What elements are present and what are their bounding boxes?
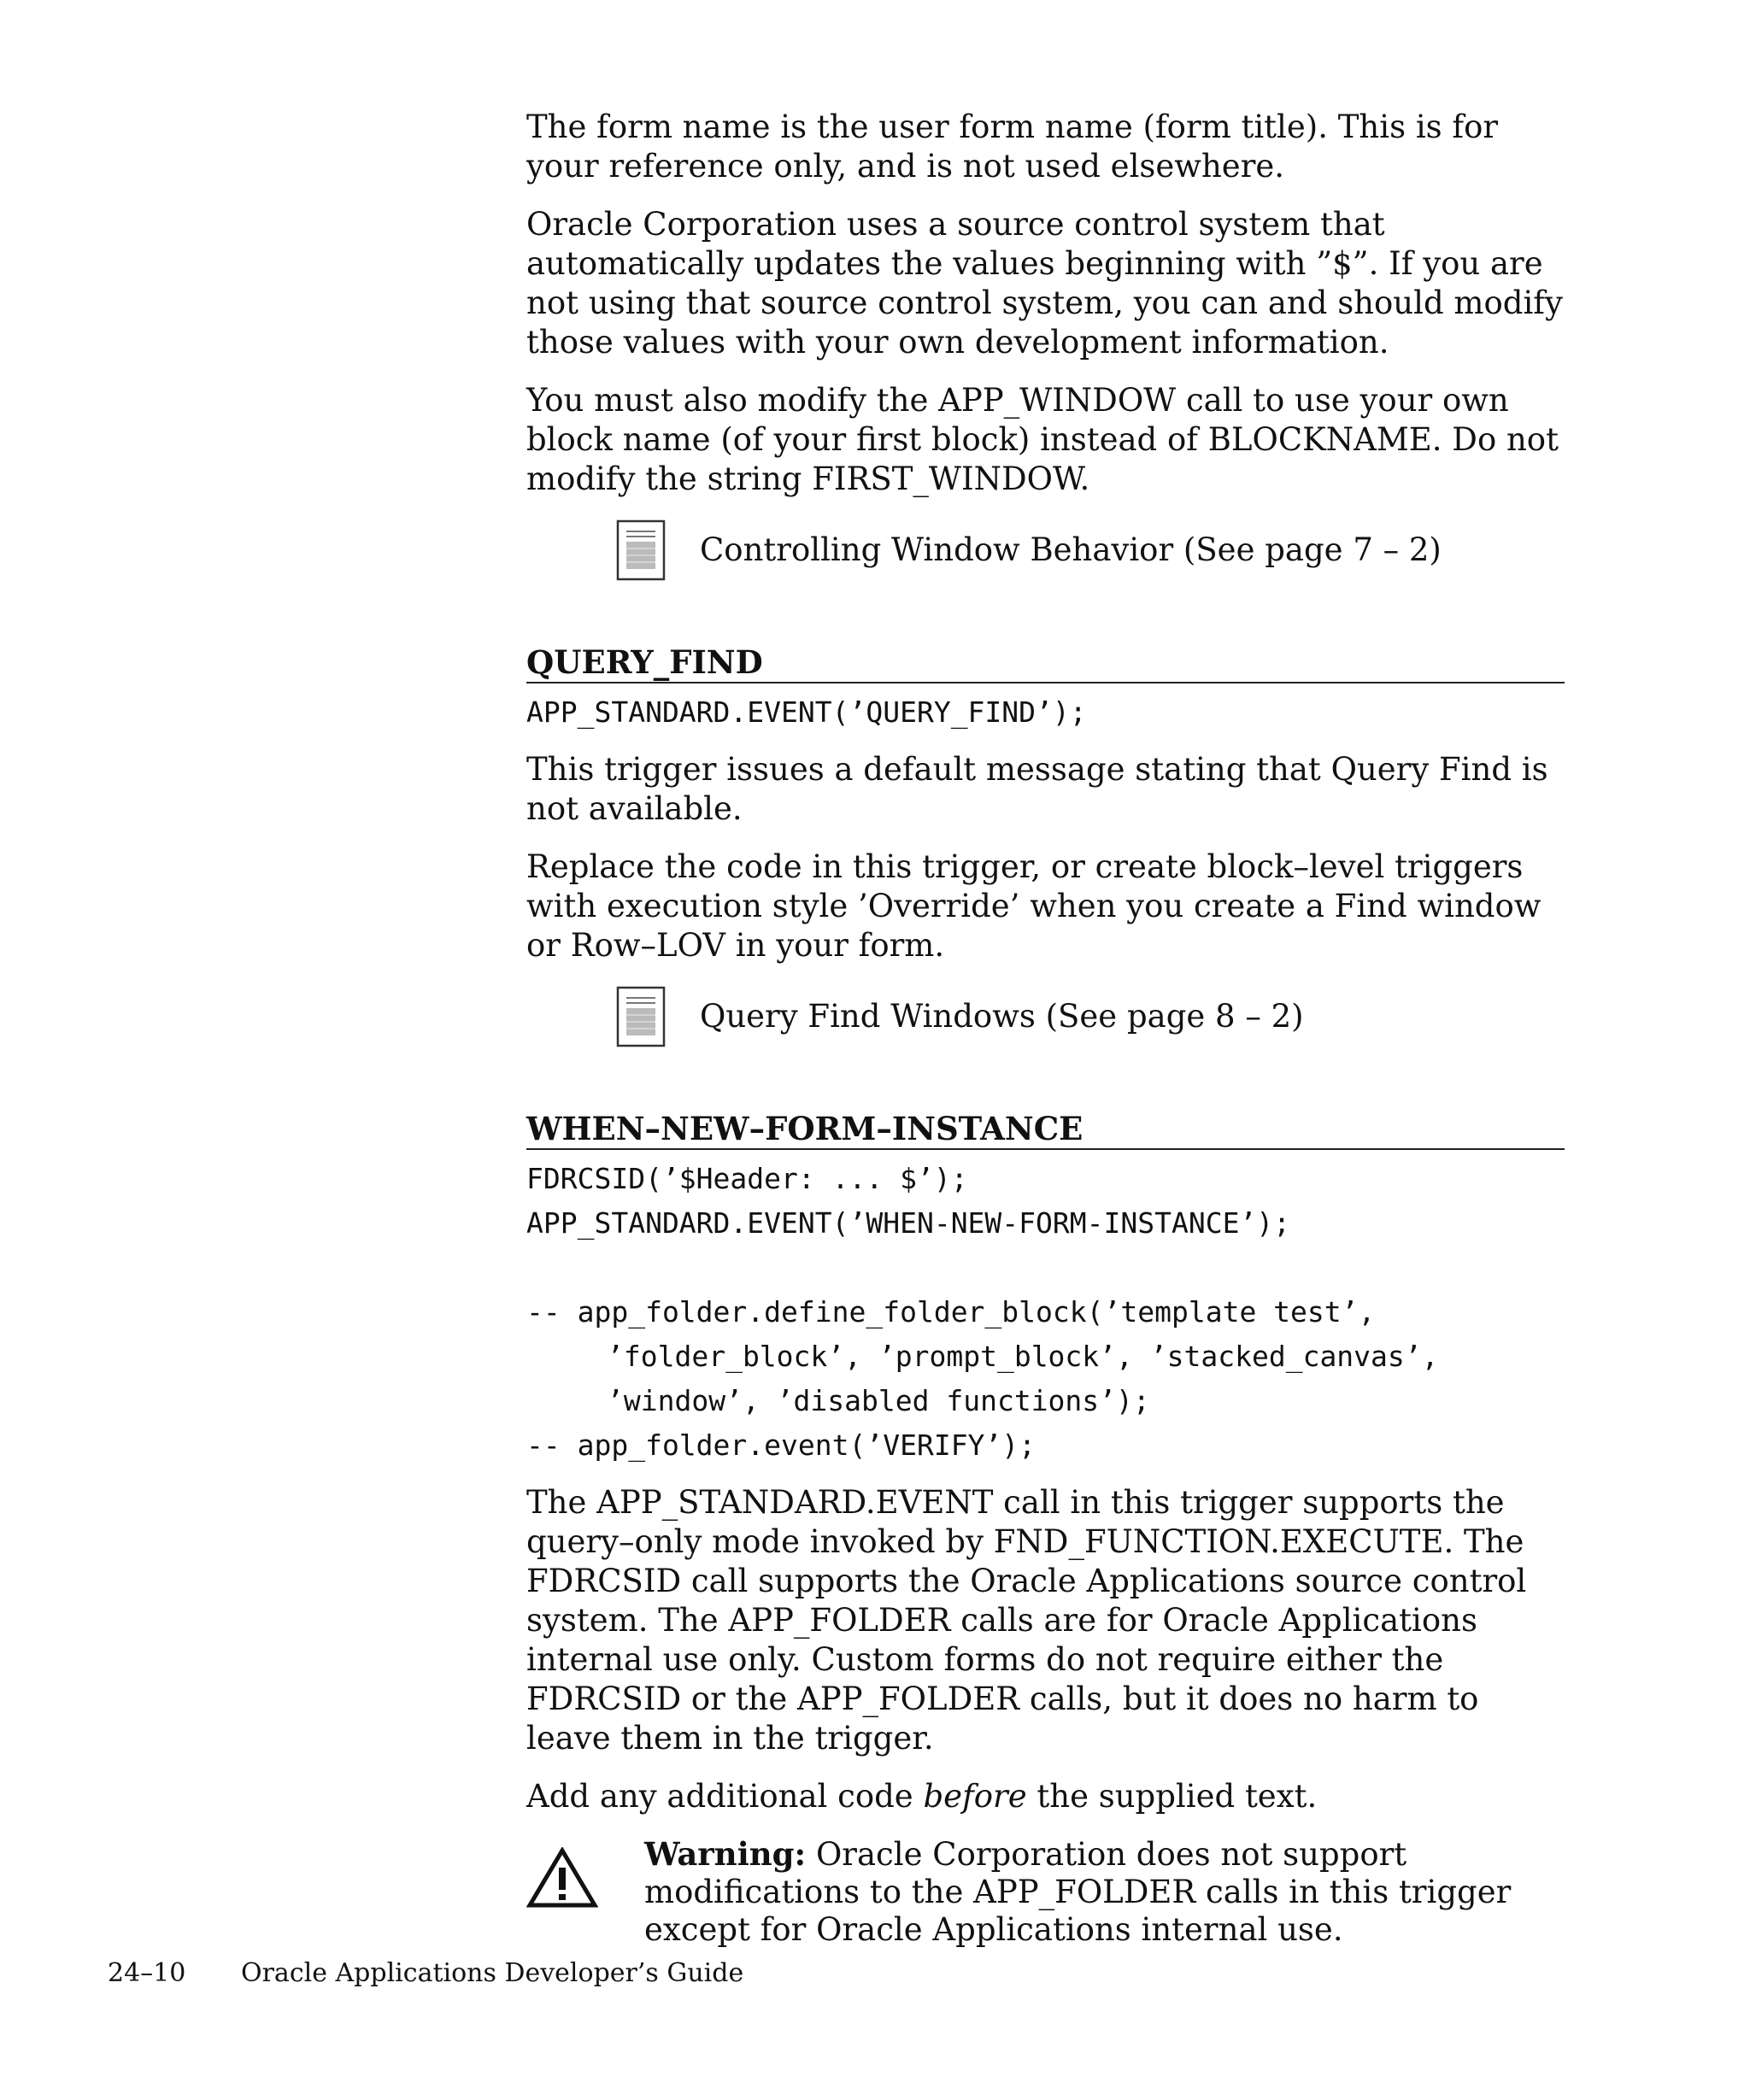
section-heading-query-find: QUERY_FIND <box>526 642 1565 683</box>
code-line-blank <box>526 1246 1565 1290</box>
paragraph-add-code <box>526 1777 1565 1816</box>
page-number: 24–10 <box>108 1958 186 1988</box>
code-line: ’window’, ’disabled functions’); <box>607 1384 1150 1417</box>
add-code-emphasis: before <box>923 1778 1027 1815</box>
document-icon <box>616 986 666 1047</box>
cross-reference-window-behavior[interactable] <box>616 518 1565 583</box>
warning-text: Oracle Corporation does not support modifications to the APP_FOLDER calls in this trigger except for Oracle Applications internal use. <box>644 1836 1512 1948</box>
add-code-text-after: the supplied text. <box>1026 1778 1318 1815</box>
book-title: Oracle Applications Developer’s Guide <box>241 1958 744 1988</box>
code-line: APP_STANDARD.EVENT(’WHEN-NEW-FORM-INSTANCE’); <box>526 1206 1291 1240</box>
warning-text-block <box>644 1835 1565 1949</box>
code-block-when-new-form-instance <box>526 1157 1565 1468</box>
warning-note <box>526 1835 1565 1949</box>
paragraph-query-find-default: This trigger issues a default message stating that Query Find is not available. <box>526 751 1548 827</box>
add-code-text-before: Add any additional code <box>526 1778 924 1815</box>
paragraph-app-standard-event: The APP_STANDARD.EVENT call in this trigger supports the query–only mode invoked by FND_FUNCTION.EXECUTE. The FDRCSID call supports the Oracle Applications source control system. The APP_FOLDER calls are for Oracle Applications internal use only. Custom forms do not require either the FDRCSID or the APP_FOLDER calls, but it does no harm to leave them in the trigger. <box>526 1484 1527 1757</box>
paragraph-app-window: You must also modify the APP_WINDOW call to use your own block name (of your first block) instead of BLOCKNAME. Do not modify the string FIRST_WINDOW. <box>526 382 1559 497</box>
warning-label: Warning: <box>644 1835 807 1873</box>
document-icon <box>616 519 666 581</box>
page-footer <box>108 1956 743 1991</box>
code-line: -- app_folder.event(’VERIFY’); <box>526 1428 1036 1462</box>
section-heading-when-new-form-instance: WHEN–NEW–FORM–INSTANCE <box>526 1109 1565 1150</box>
paragraph-form-name: The form name is the user form name (form title). This is for your reference only, and is not used elsewhere. <box>526 109 1499 185</box>
code-line: -- app_folder.define_folder_block(’template test’, <box>526 1295 1376 1329</box>
cross-reference-query-find-windows[interactable] <box>616 984 1565 1049</box>
warning-triangle-icon <box>526 1847 598 1909</box>
paragraph-source-control: Oracle Corporation uses a source control system that automatically updates the values beginning with ”$”. If you are not using that source control system, you can and should modify those values with your own development information. <box>526 206 1563 361</box>
cross-reference-text: Controlling Window Behavior (See page 7 – 2) <box>700 531 1442 568</box>
code-line: FDRCSID(’$Header: ... $’); <box>526 1162 968 1195</box>
code-query-find: APP_STANDARD.EVENT(’QUERY_FIND’); <box>526 695 1087 729</box>
code-line: ’folder_block’, ’prompt_block’, ’stacked_canvas’, <box>607 1340 1439 1373</box>
cross-reference-text: Query Find Windows (See page 8 – 2) <box>700 998 1304 1035</box>
paragraph-query-find-replace: Replace the code in this trigger, or create block–level triggers with execution style ’Override’ when you create a Find window or Row–LOV in your form. <box>526 848 1542 964</box>
main-content <box>526 108 1565 1949</box>
